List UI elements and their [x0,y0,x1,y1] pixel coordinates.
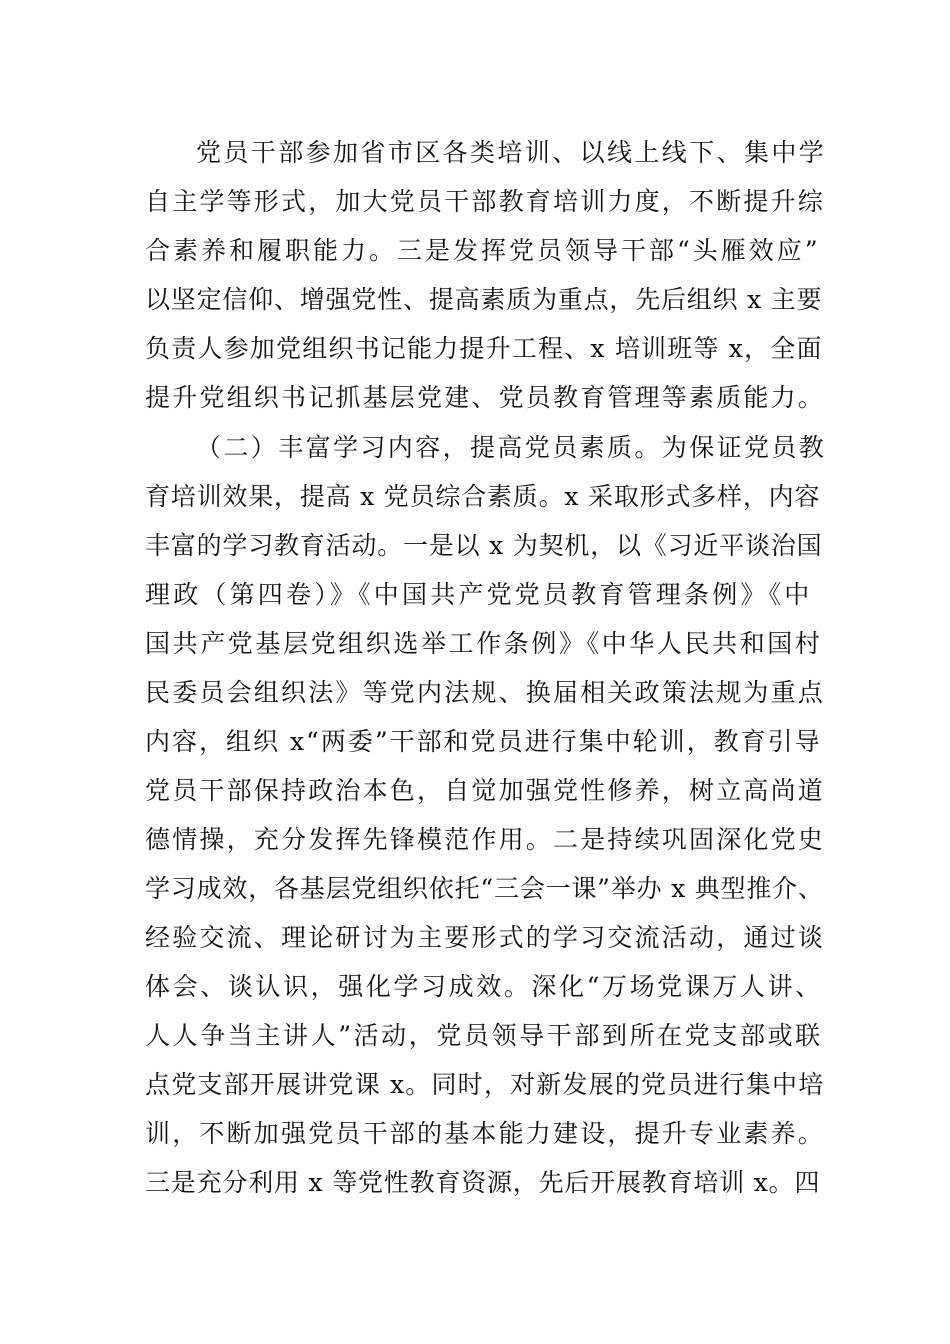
text-line: 体会、谈认识，强化学习成效。深化“万场党课万人讲、 [145,972,823,1001]
text-line: 学习成效，各基层党组织依托“三会一课”举办 x 典型推介、 [145,874,824,903]
text-line: 内容，组织 x“两委”干部和党员进行集中轮训，教育引导 [145,727,822,756]
text-line: 合素养和履职能力。三是发挥党员领导干部“头雁效应” [145,236,821,265]
text-line: 丰富的学习教育活动。一是以 x 为契机，以《习近平谈治国 [145,531,823,560]
text-line: 三是充分利用 x 等党性教育资源，先后开展教育培训 x。四 [145,1168,821,1197]
text-line: 党员干部保持政治本色，自觉加强党性修养，树立高尚道 [145,776,826,805]
text-line: 民委员会组织法》等党内法规、换届相关政策法规为重点 [145,678,826,707]
text-line: 国共产党基层党组织选举工作条例》《中华人民共和国村 [145,629,823,658]
text-line: 育培训效果，提高 x 党员综合素质。x 采取形式多样，内容 [145,482,821,511]
text-line: 德情操，充分发挥先锋模范作用。二是持续巩固深化党史 [145,825,826,854]
text-line: （二）丰富学习内容，提高党员素质。为保证党员教 [196,433,827,462]
text-line: 提升党组织书记抓基层党建、党员教育管理等素质能力。 [145,383,826,412]
text-line: 以坚定信仰、增强党性、提高素质为重点，先后组织 x 主要 [145,285,823,314]
text-line: 理政（第四卷）》《中国共产党党员教育管理条例》《中 [145,580,813,609]
text-line: 训，不断加强党员干部的基本能力建设，提升专业素养。 [145,1119,826,1148]
text-line: 经验交流、理论研讨为主要形式的学习交流活动，通过谈 [145,923,826,952]
text-line: 自主学等形式，加大党员干部教育培训力度，不断提升综 [145,187,826,216]
text-line: 党员干部参加省市区各类培训、以线上线下、集中学 [196,138,827,167]
text-line: 负责人参加党组织书记能力提升工程、x 培训班等 x，全面 [145,334,823,363]
text-line: 点党支部开展讲党课 x。同时，对新发展的党员进行集中培 [145,1070,825,1099]
text-line: 人人争当主讲人”活动，党员领导干部到所在党支部或联 [145,1021,823,1050]
